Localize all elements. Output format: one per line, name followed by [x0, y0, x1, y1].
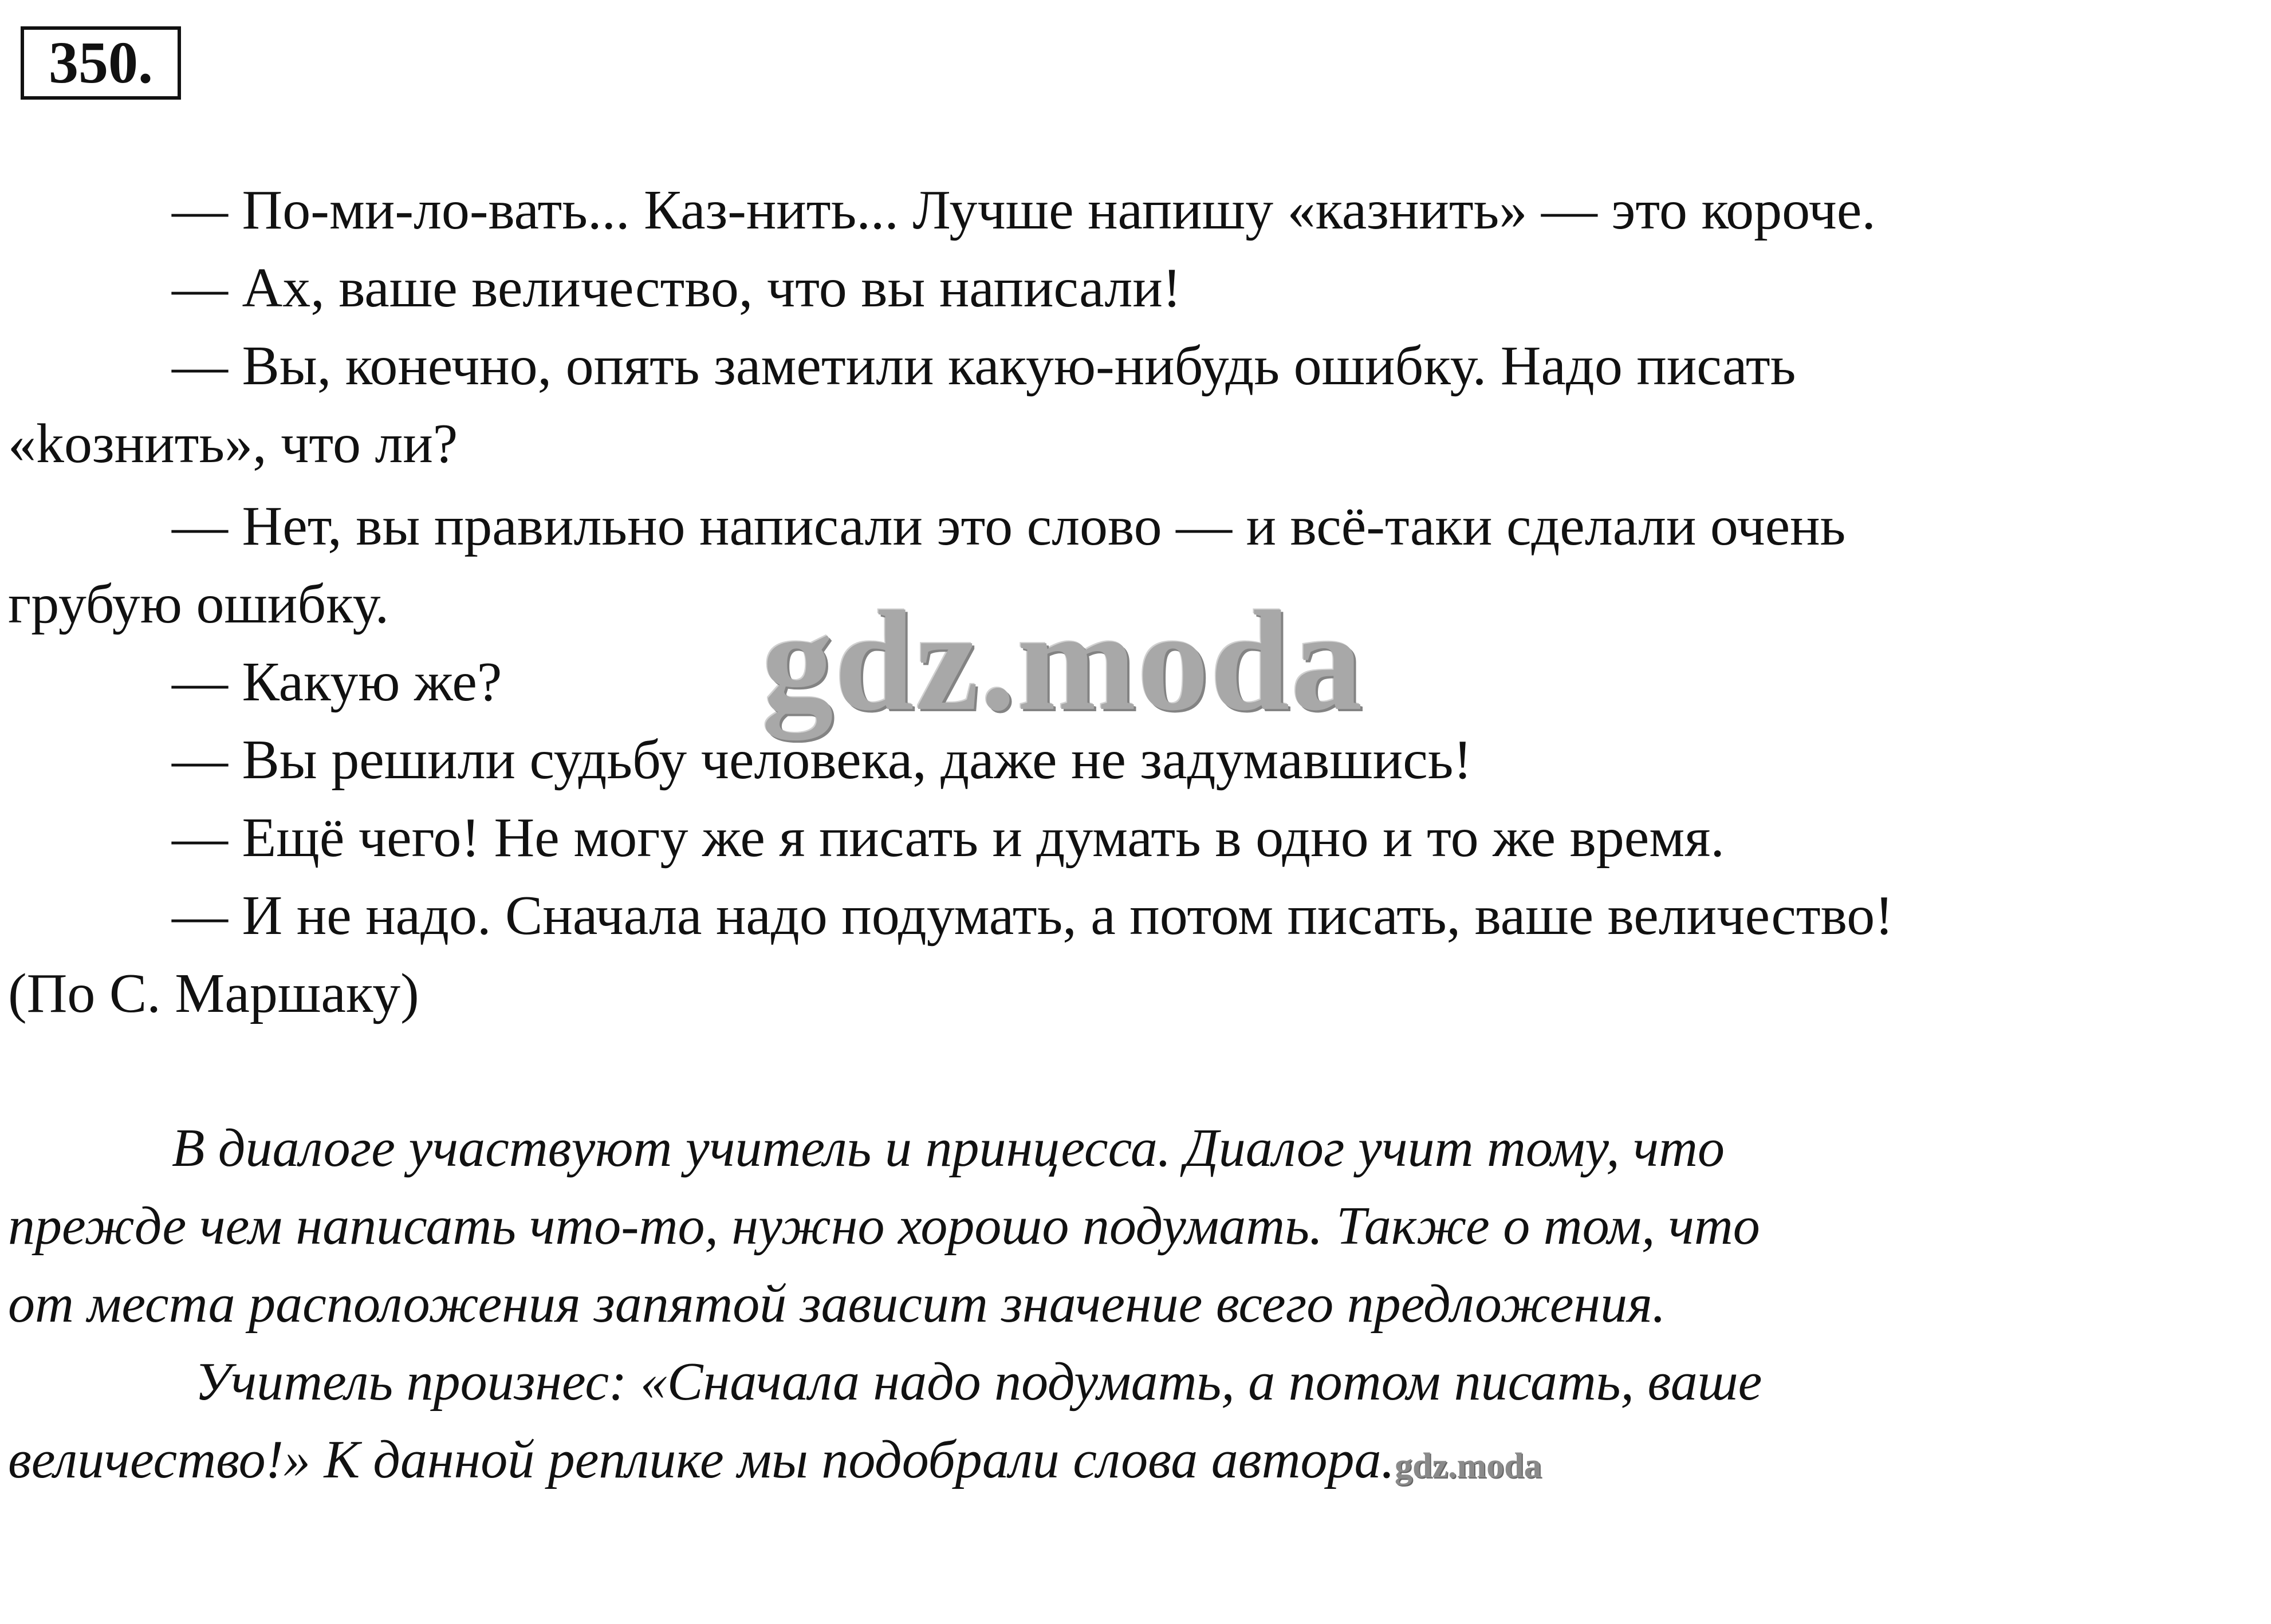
dialogue-line: — Какую же? — [172, 651, 502, 713]
answer-line — [8, 1430, 1542, 1489]
source-attribution: (По С. Маршаку) — [8, 963, 419, 1024]
answer-line-text: величество!» К данной реплике мы подобрали слова автора. — [8, 1430, 1395, 1489]
dialogue-line: — И не надо. Сначала надо подумать, а потом писать, ваше величество! — [172, 885, 1894, 947]
watermark-small-logo: gdz.moda — [1394, 1446, 1542, 1485]
dialogue-line: — Ах, ваше величество, что вы написали! — [172, 257, 1182, 319]
dialogue-line: — Ещё чего! Не могу же я писать и думать в одно и то же время. — [172, 807, 1725, 869]
dialogue-line: — Нет, вы правильно написали это слово — и всё-таки сделали очень — [172, 495, 1846, 557]
watermark-logo: gdz.moda — [762, 582, 1364, 740]
exercise-number: 350. — [21, 26, 181, 100]
answer-line: Учитель произнес: «Сначала надо подумать, а потом писать, ваше — [195, 1352, 1762, 1412]
dialogue-line: — Вы, конечно, опять заметили какую-нибудь ошибку. Надо писать — [172, 335, 1796, 397]
dialogue-line: грубую ошибку. — [8, 573, 389, 635]
dialogue-line: — По-ми-ло-вать... Каз-нить... Лучше напишу «казнить» — это короче. — [172, 179, 1876, 241]
answer-line: В диалоге участвуют учитель и принцесса. Диалог учит тому, что — [172, 1118, 1725, 1178]
dialogue-line: — Вы решили судьбу человека, даже не задумавшись! — [172, 729, 1473, 791]
answer-line: от места расположения запятой зависит значение всего предложения. — [8, 1274, 1666, 1334]
dialogue-line: «kознить», что ли? — [8, 413, 458, 475]
answer-line: прежде чем написать что-то, нужно хорошо подумать. Также о том, что — [8, 1196, 1760, 1256]
